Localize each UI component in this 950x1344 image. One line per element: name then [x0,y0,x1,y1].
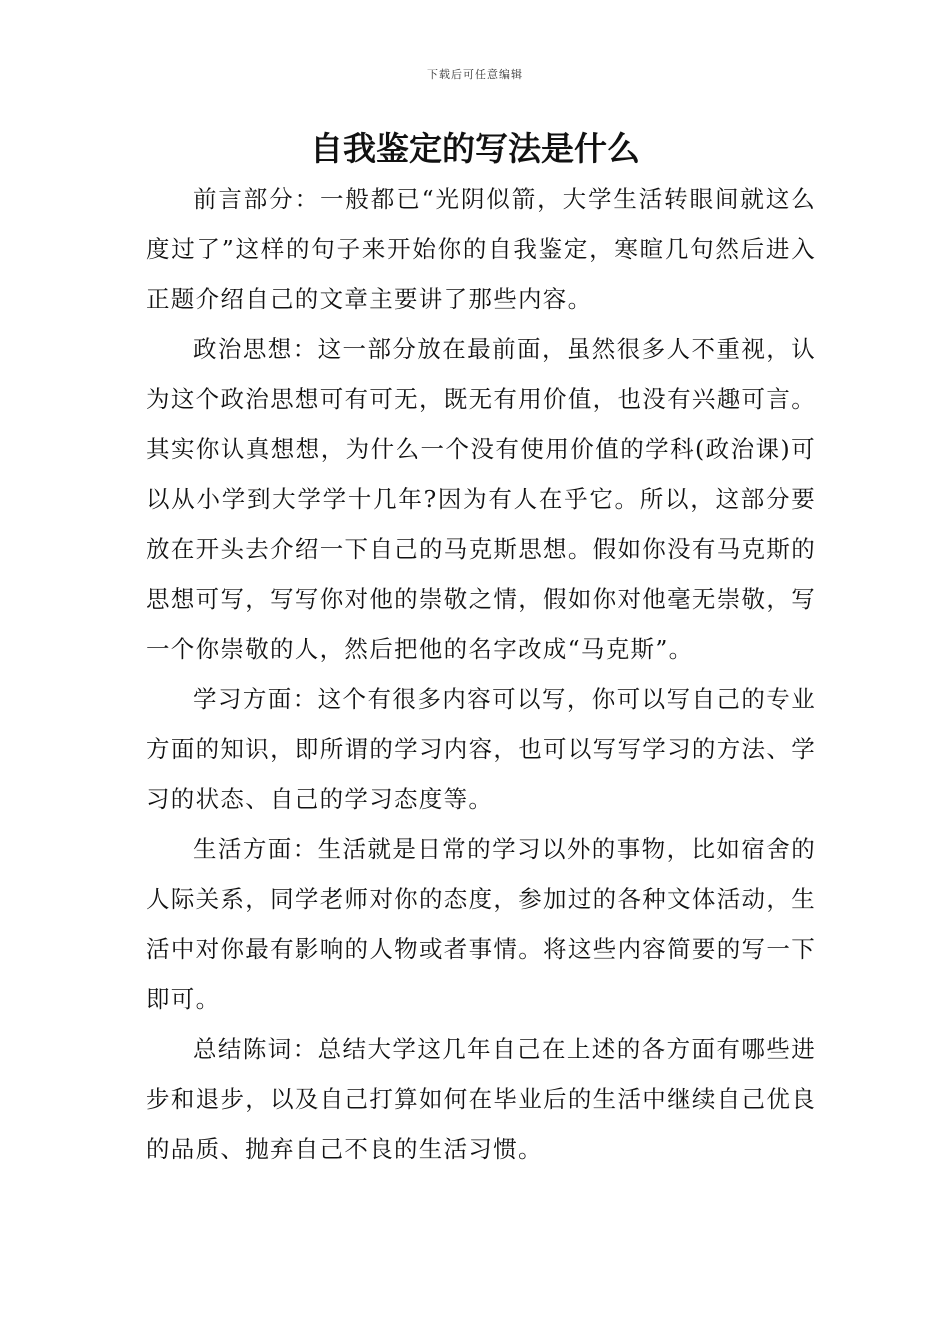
paragraph-study: 学习方面：这个有很多内容可以写，你可以写自己的专业方面的知识，即所谓的学习内容，也可以写写学习的方法、学习的状态、自己的学习态度等。 [146,685,816,813]
document-body [146,174,816,1174]
paragraph-summary: 总结陈词：总结大学这几年自己在上述的各方面有哪些进步和退步，以及自己打算如何在毕业后的生活中继续自己优良的品质、抛弃自己不良的生活习惯。 [146,1035,816,1163]
document-title: 自我鉴定的写法是什么 [310,129,640,168]
paragraph-preface: 前言部分：一般都已“光阴似箭，大学生活转眼间就这么度过了”这样的句子来开始你的自我鉴定，寒暄几句然后进入正题介绍自己的文章主要讲了那些内容。 [146,185,816,313]
paragraph-political-thought: 政治思想：这一部分放在最前面，虽然很多人不重视，认为这个政治思想可有可无，既无有用价值，也没有兴趣可言。其实你认真想想，为什么一个没有使用价值的学科(政治课)可以从小学到大学学十几年?因为有人在乎它。所以，这部分要放在开头去介绍一下自己的马克斯思想。假如你没有马克斯的思想可写，写写你对他的崇敬之情，假如你对他毫无崇敬，写一个你崇敬的人，然后把他的名字改成“马克斯”。 [146,335,816,663]
paragraph-life: 生活方面：生活就是日常的学习以外的事物，比如宿舍的人际关系，同学老师对你的态度，参加过的各种文体活动，生活中对你最有影响的人物或者事情。将这些内容简要的写一下即可。 [146,835,816,1013]
header-note: 下载后可任意编辑 [427,68,523,81]
